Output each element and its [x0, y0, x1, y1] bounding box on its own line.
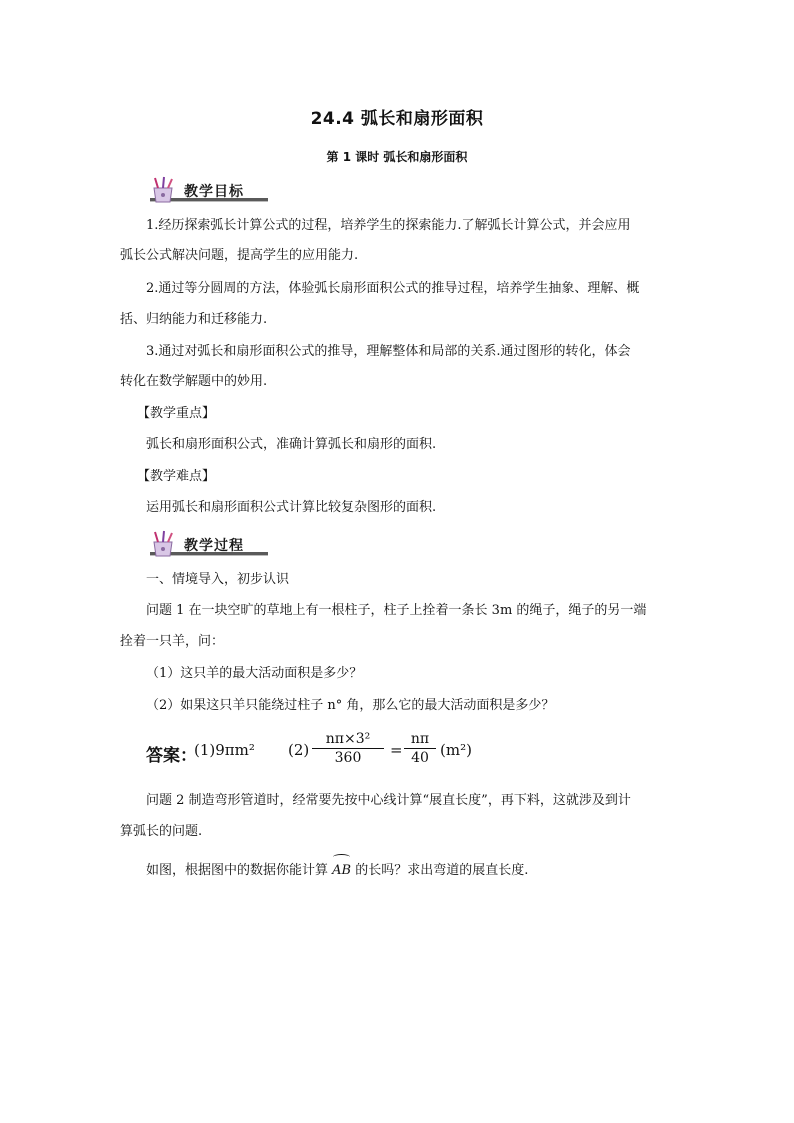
answer-formula: [146, 733, 566, 773]
objective-1-line-1: 1.经历探索弧长计算公式的过程，培养学生的探索能力.了解弧长计算公式，并会应用: [146, 218, 631, 233]
section-label-process: 教学过程: [184, 538, 244, 554]
section-badge-objectives: [146, 176, 270, 206]
process-intro: 一、情境导入，初步认识: [146, 572, 290, 587]
arc-ab-label: AB: [332, 856, 351, 886]
difficulties-text: 运用弧长和扇形面积公式计算比较复杂图形的面积.: [146, 500, 437, 515]
objective-3-line-1: 3.通过对弧长和扇形面积公式的推导，理解整体和局部的关系.通过图形的转化，体会: [146, 344, 631, 359]
objective-2-line-1: 2.通过等分圆周的方法，体验弧长扇形面积公式的推导过程，培养学生抽象、理解、概: [146, 281, 640, 296]
question-1-sub-2: （2）如果这只羊只能绕过柱子 n° 角，那么它的最大活动面积是多少？: [146, 698, 555, 713]
page-subtitle: 第 1 课时 弧长和扇形面积: [326, 150, 468, 164]
question-3: [146, 856, 706, 886]
question-1-sub-1: （1）这只羊的最大活动面积是多少？: [146, 666, 363, 681]
objective-1-line-2: 弧长公式解决问题，提高学生的应用能力.: [120, 248, 359, 263]
answer-part-2-prefix: (2): [288, 741, 310, 759]
objective-3-line-2: 转化在数学解题中的妙用.: [120, 374, 268, 389]
answer-part-1: (1)9πm²: [194, 741, 255, 759]
fraction-2-numerator: nπ: [404, 731, 436, 749]
question-1-line-1: 问题 1 在一块空旷的草地上有一根柱子，柱子上拴着一条长 3m 的绳子，绳子的另一端: [146, 603, 647, 618]
answer-fraction-1: [312, 731, 384, 766]
section-label-objectives: 教学目标: [184, 184, 244, 200]
question-1-line-2: 拴着一只羊，问：: [120, 634, 225, 649]
question-2-line-2: 算弧长的问题.: [120, 824, 203, 839]
question-3-prefix: 如图，根据图中的数据你能计算: [146, 863, 333, 878]
answer-unit: (m²): [440, 741, 472, 759]
question-2-line-1: 问题 2 制造弯形管道时，经常要先按中心线计算“展直长度”，再下料，这就涉及到计: [146, 793, 631, 808]
question-3-suffix: 的长吗？求出弯道的展直长度.: [351, 863, 529, 878]
fraction-2-denominator: 40: [411, 750, 429, 766]
page-title: 24.4 弧长和扇形面积: [310, 109, 484, 129]
difficulties-heading: 【教学难点】: [137, 469, 216, 484]
fraction-1-denominator: 360: [334, 750, 362, 766]
key-points-heading: 【教学重点】: [137, 406, 216, 421]
answer-fraction-2: [404, 731, 436, 766]
answer-label: 答案：: [146, 746, 197, 766]
objective-2-line-2: 括、归纳能力和迁移能力.: [120, 312, 268, 327]
section-badge-process: [146, 530, 270, 560]
fraction-1-numerator: nπ×3²: [312, 731, 384, 749]
answer-equals: =: [390, 741, 403, 759]
key-points-text: 弧长和扇形面积公式，准确计算弧长和扇形的面积.: [146, 437, 437, 452]
